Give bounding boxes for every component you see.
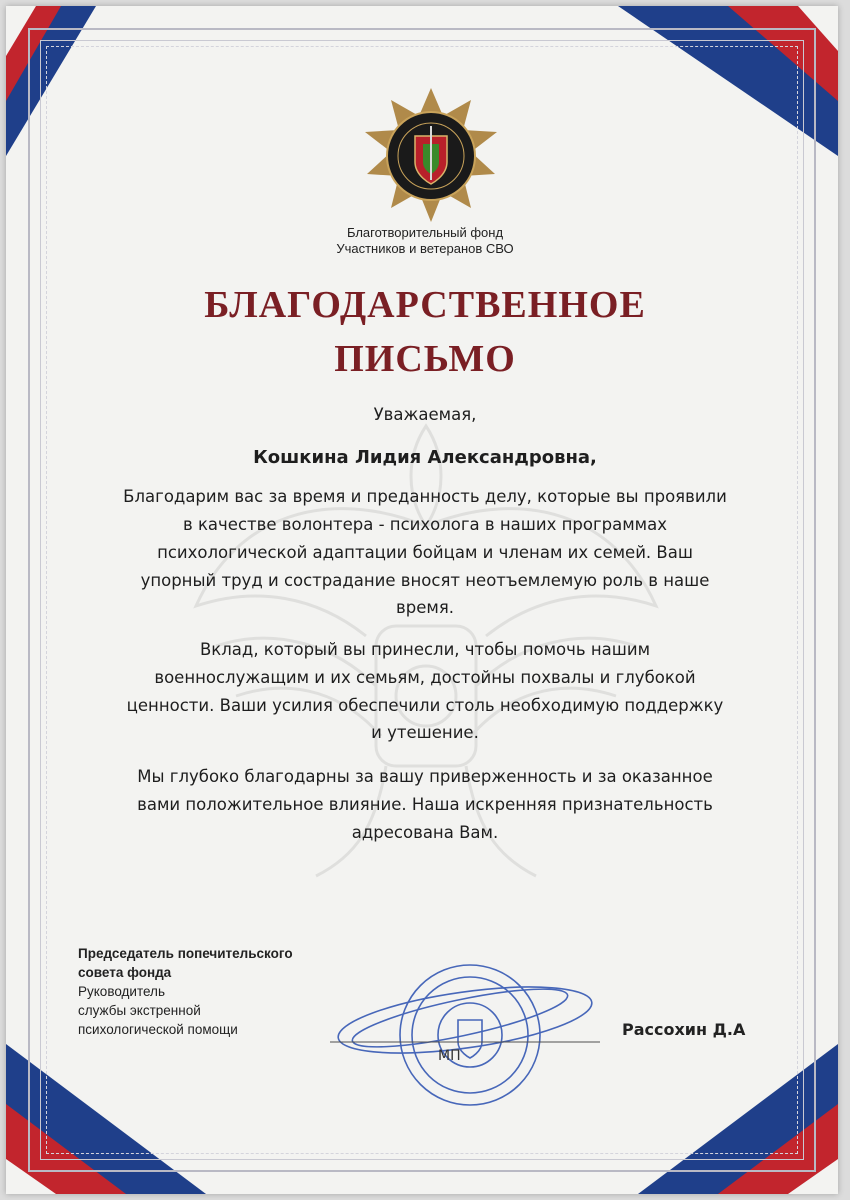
- paragraph-1-line-3: психологической адаптации бойцам и членам их семей. Ваш: [157, 543, 693, 562]
- paragraph-2-line-1: Вклад, который вы принесли, чтобы помочь нашим: [199, 640, 651, 659]
- signer-position-block: [78, 944, 293, 1039]
- paragraph-3-line-1: Мы глубоко благодарны за вашу приверженность и за оказанное: [137, 767, 713, 786]
- paragraph-3-line-3: адресована Вам.: [351, 823, 499, 842]
- position-line3: психологической помощи: [78, 1022, 238, 1037]
- paragraph-2-line-3: ценности. Ваши усилия обеспечили столь необходимую поддержку: [126, 696, 724, 715]
- position-title-line1: Председатель попечительского: [78, 946, 293, 961]
- paragraph-2-line-4: и утешение.: [371, 723, 479, 742]
- position-line2: службы экстренной: [78, 1003, 201, 1018]
- greeting: Уважаемая,: [373, 405, 477, 424]
- organization-name-line1: Благотворительный фонд: [346, 225, 504, 240]
- stamp-mark-label: МП: [438, 1048, 461, 1064]
- paragraph-1-line-2: в качестве волонтера - психолога в наших программах: [183, 515, 667, 534]
- recipient-name: Кошкина Лидия Александровна,: [253, 447, 597, 468]
- fund-emblem-icon: [355, 86, 507, 226]
- position-line1: Руководитель: [78, 984, 165, 999]
- position-title-line2: совета фонда: [78, 965, 172, 980]
- organization-name-line2: Участников и ветеранов СВО: [336, 241, 514, 256]
- signer-name: Рассохин Д.А: [622, 1020, 746, 1039]
- document-title-line1: БЛАГОДАРСТВЕННОЕ: [204, 284, 646, 326]
- paragraph-1-line-1: Благодарим вас за время и преданность делу, которые вы проявили: [123, 487, 727, 506]
- document-title-line2: ПИСЬМО: [334, 338, 516, 380]
- paragraph-1-line-4: упорный труд и сострадание вносят неотъемлемую роль в наше: [140, 571, 710, 590]
- paragraph-2-line-2: военнослужащим и их семьям, достойны похвалы и глубокой: [154, 668, 696, 687]
- official-stamp: [330, 960, 600, 1110]
- paragraph-1-line-5: время.: [396, 598, 454, 617]
- paragraph-3-line-2: вами положительное влияние. Наша искренняя признательность: [137, 795, 713, 814]
